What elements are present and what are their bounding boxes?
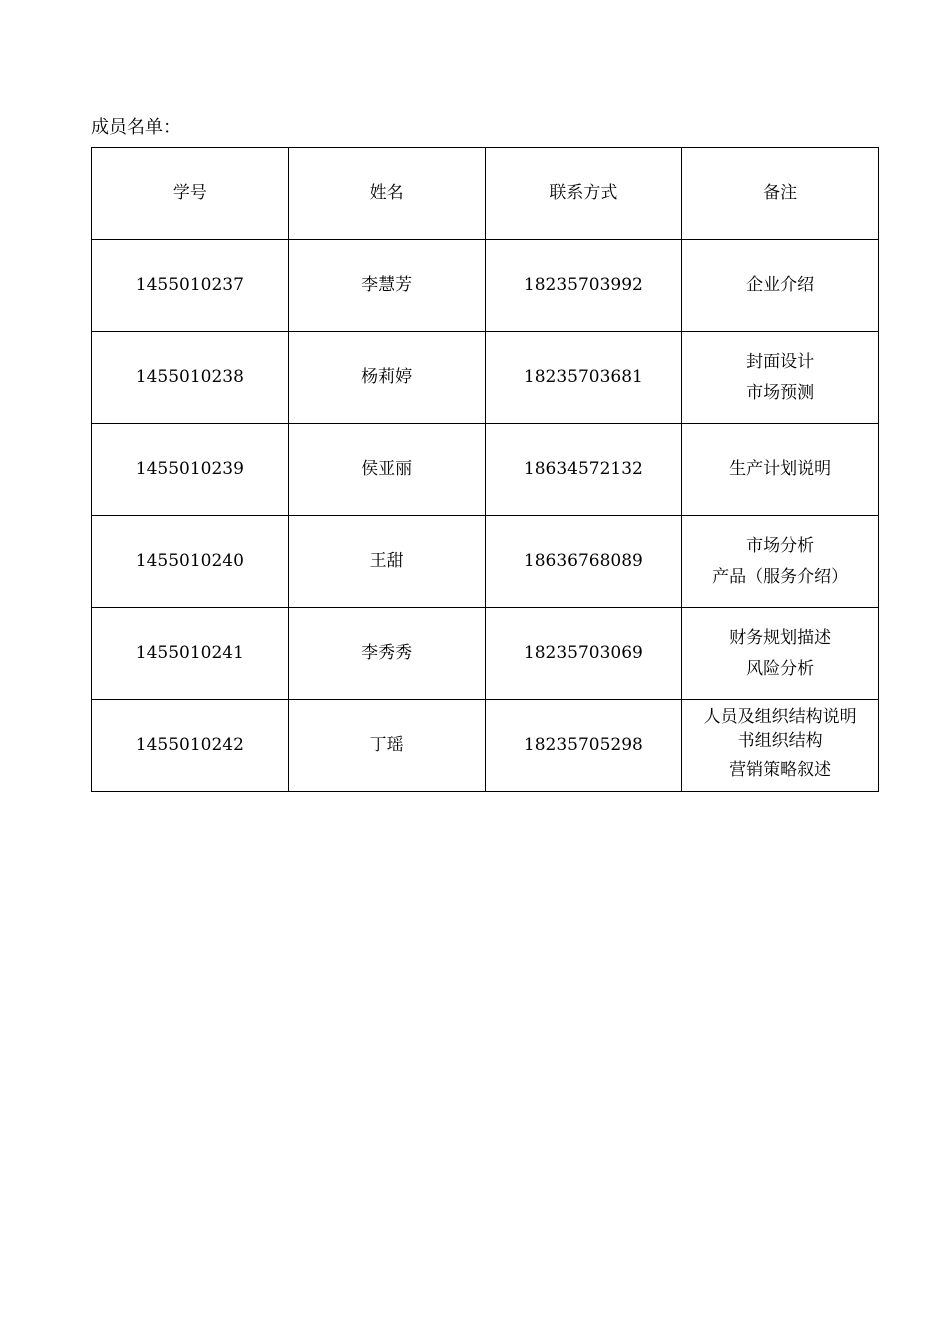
table-row <box>92 516 879 608</box>
cell-student-id: 1455010238 <box>92 332 289 424</box>
note-line: 封面设计 <box>746 351 815 372</box>
cell-student-id: 1455010241 <box>92 608 289 700</box>
cell-phone: 18636768089 <box>485 516 682 608</box>
cell-name: 王甜 <box>288 516 485 608</box>
table-row <box>92 332 879 424</box>
table-row <box>92 240 879 332</box>
note-line: 书组织结构 <box>737 730 823 751</box>
cell-phone: 18235703069 <box>485 608 682 700</box>
cell-name: 李秀秀 <box>288 608 485 700</box>
cell-notes <box>682 516 879 608</box>
cell-notes <box>682 332 879 424</box>
cell-phone: 18235705298 <box>485 700 682 792</box>
cell-student-id: 1455010239 <box>92 424 289 516</box>
note-line: 营销策略叙述 <box>729 759 832 780</box>
cell-student-id: 1455010240 <box>92 516 289 608</box>
header-name: 姓名 <box>288 148 485 240</box>
cell-name: 李慧芳 <box>288 240 485 332</box>
header-contact: 联系方式 <box>485 148 682 240</box>
cell-name: 丁瑶 <box>288 700 485 792</box>
note-line: 市场预测 <box>746 382 815 403</box>
note-line: 企业介绍 <box>746 275 815 295</box>
header-student-id: 学号 <box>92 148 289 240</box>
table-row <box>92 608 879 700</box>
header-notes: 备注 <box>682 148 879 240</box>
cell-name: 杨莉婷 <box>288 332 485 424</box>
member-table <box>91 147 879 792</box>
note-line: 市场分析 <box>746 535 815 556</box>
table-row <box>92 424 879 516</box>
table-row <box>92 700 879 792</box>
table-header-row <box>92 148 879 240</box>
cell-notes <box>682 700 879 792</box>
note-line: 人员及组织结构说明 <box>703 706 857 727</box>
cell-name: 侯亚丽 <box>288 424 485 516</box>
note-line: 风险分析 <box>746 658 815 679</box>
cell-notes <box>682 608 879 700</box>
cell-phone: 18634572132 <box>485 424 682 516</box>
cell-student-id: 1455010237 <box>92 240 289 332</box>
cell-phone: 18235703992 <box>485 240 682 332</box>
note-line: 产品（服务介绍） <box>712 566 849 587</box>
cell-phone: 18235703681 <box>485 332 682 424</box>
cell-notes <box>682 424 879 516</box>
note-line: 生产计划说明 <box>729 459 832 479</box>
cell-notes <box>682 240 879 332</box>
cell-student-id: 1455010242 <box>92 700 289 792</box>
page-title: 成员名单： <box>91 117 181 138</box>
note-line: 财务规划描述 <box>729 627 832 648</box>
